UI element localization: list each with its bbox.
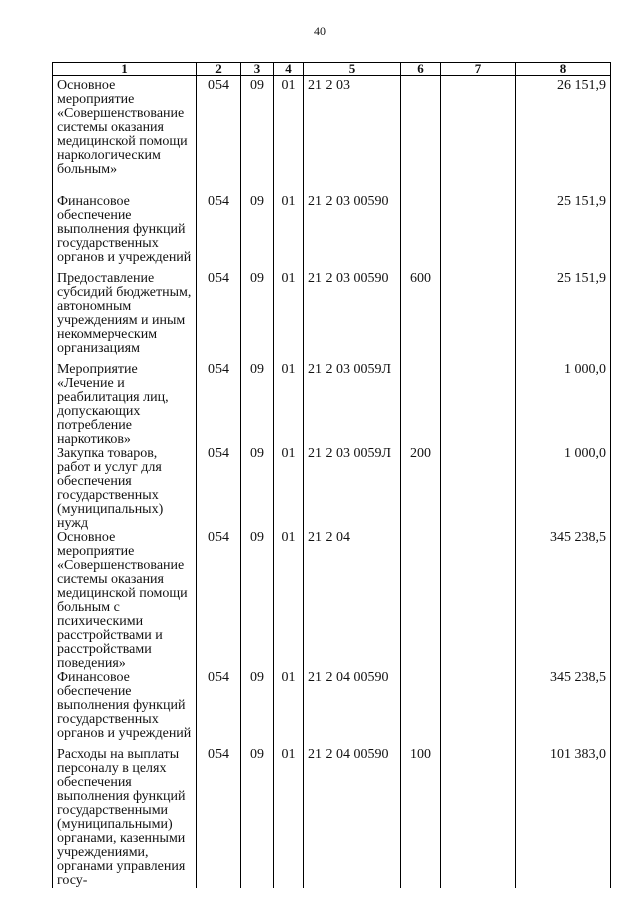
expense-type-code — [401, 76, 441, 196]
expense-type-code: 600 — [401, 272, 441, 363]
table-row — [53, 76, 611, 196]
target-article-code: 21 2 03 — [304, 76, 401, 196]
header-cell: 3 — [241, 63, 274, 76]
section-code: 09 — [241, 447, 274, 531]
table-row — [53, 748, 611, 888]
ministry-code: 054 — [197, 671, 241, 748]
amount: 26 151,9 — [516, 76, 611, 196]
item-name: Основное мероприятие «Совершенствование системы оказания медицинской помощи больным с психическими расстройствами и расстройствами поведения» — [53, 531, 197, 671]
subsection-code: 01 — [274, 671, 304, 748]
subsection-code: 01 — [274, 195, 304, 272]
ministry-code: 054 — [197, 195, 241, 272]
column-7-value — [441, 195, 516, 272]
section-code: 09 — [241, 748, 274, 888]
target-article-code: 21 2 03 0059Л — [304, 363, 401, 447]
table-row — [53, 272, 611, 363]
section-code: 09 — [241, 76, 274, 196]
header-cell: 1 — [53, 63, 197, 76]
expense-type-code — [401, 363, 441, 447]
amount: 345 238,5 — [516, 531, 611, 671]
subsection-code: 01 — [274, 447, 304, 531]
amount: 101 383,0 — [516, 748, 611, 888]
ministry-code: 054 — [197, 447, 241, 531]
table-row — [53, 363, 611, 447]
amount: 25 151,9 — [516, 195, 611, 272]
ministry-code: 054 — [197, 531, 241, 671]
target-article-code: 21 2 04 — [304, 531, 401, 671]
item-name: Закупка товаров, работ и услуг для обеспечения государственных (муниципальных) нужд — [53, 447, 197, 531]
expense-type-code — [401, 195, 441, 272]
ministry-code: 054 — [197, 363, 241, 447]
target-article-code: 21 2 04 00590 — [304, 748, 401, 888]
header-cell: 2 — [197, 63, 241, 76]
header-row — [53, 63, 611, 76]
expense-type-code: 100 — [401, 748, 441, 888]
ministry-code: 054 — [197, 76, 241, 196]
subsection-code: 01 — [274, 531, 304, 671]
expense-type-code: 200 — [401, 447, 441, 531]
section-code: 09 — [241, 363, 274, 447]
column-7-value — [441, 748, 516, 888]
target-article-code: 21 2 03 00590 — [304, 272, 401, 363]
amount: 1 000,0 — [516, 447, 611, 531]
table-row — [53, 447, 611, 531]
page-number: 40 — [314, 24, 326, 38]
item-name: Основное мероприятие «Совершенствование системы оказания медицинской помощи наркологическим больным» — [53, 76, 197, 196]
header-cell: 4 — [274, 63, 304, 76]
section-code: 09 — [241, 272, 274, 363]
header-cell: 5 — [304, 63, 401, 76]
amount: 1 000,0 — [516, 363, 611, 447]
budget-table — [52, 62, 611, 888]
subsection-code: 01 — [274, 272, 304, 363]
column-7-value — [441, 272, 516, 363]
subsection-code: 01 — [274, 363, 304, 447]
column-7-value — [441, 76, 516, 196]
table-row — [53, 195, 611, 272]
target-article-code: 21 2 04 00590 — [304, 671, 401, 748]
column-7-value — [441, 363, 516, 447]
expense-type-code — [401, 531, 441, 671]
item-name: Предоставление субсидий бюджетным, автономным учреждениям и иным некоммерческим организациям — [53, 272, 197, 363]
ministry-code: 054 — [197, 272, 241, 363]
subsection-code: 01 — [274, 748, 304, 888]
item-name: Расходы на выплаты персоналу в целях обеспечения выполнения функций государственными (муниципальными) органами, казенными учреждениями, органами управления госу- — [53, 748, 197, 888]
item-name: Финансовое обеспечение выполнения функций государственных органов и учреждений — [53, 671, 197, 748]
column-7-value — [441, 447, 516, 531]
section-code: 09 — [241, 671, 274, 748]
header-cell: 7 — [441, 63, 516, 76]
amount: 345 238,5 — [516, 671, 611, 748]
table-row — [53, 531, 611, 671]
section-code: 09 — [241, 531, 274, 671]
section-code: 09 — [241, 195, 274, 272]
item-name: Мероприятие «Лечение и реабилитация лиц, допускающих потребление наркотиков» — [53, 363, 197, 447]
column-7-value — [441, 531, 516, 671]
header-cell: 8 — [516, 63, 611, 76]
target-article-code: 21 2 03 0059Л — [304, 447, 401, 531]
amount: 25 151,9 — [516, 272, 611, 363]
ministry-code: 054 — [197, 748, 241, 888]
header-cell: 6 — [401, 63, 441, 76]
item-name: Финансовое обеспечение выполнения функций государственных органов и учреждений — [53, 195, 197, 272]
target-article-code: 21 2 03 00590 — [304, 195, 401, 272]
column-7-value — [441, 671, 516, 748]
table-row — [53, 671, 611, 748]
subsection-code: 01 — [274, 76, 304, 196]
expense-type-code — [401, 671, 441, 748]
